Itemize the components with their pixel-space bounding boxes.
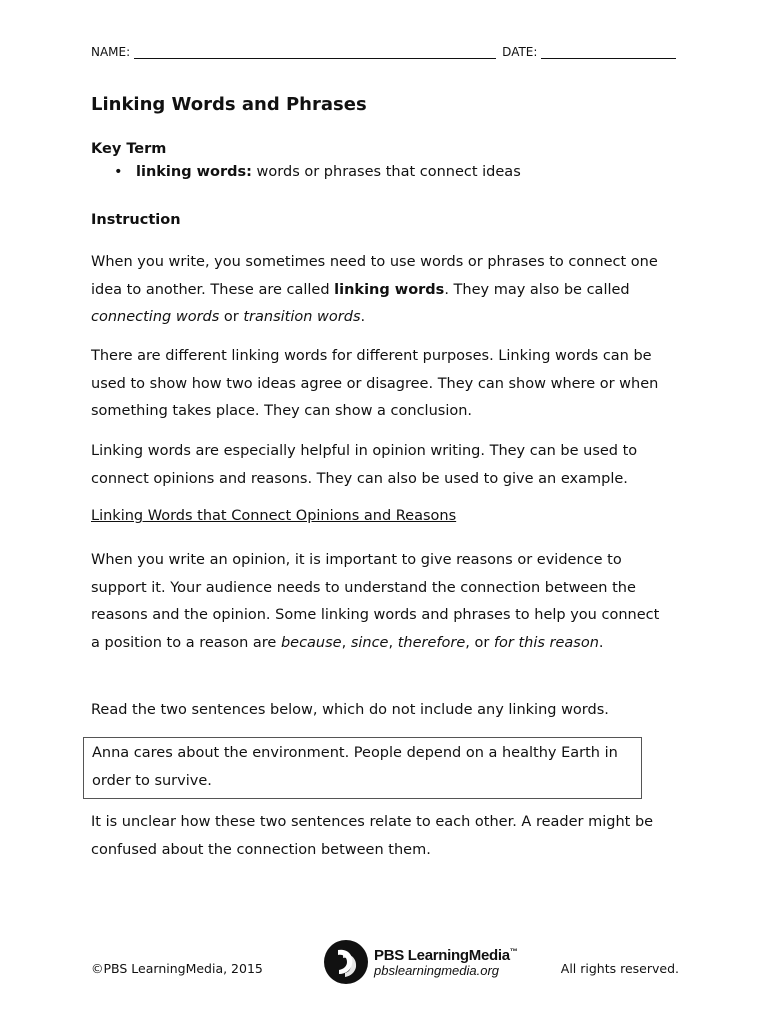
italic-term: because (280, 634, 342, 651)
text-run: When you write, you sometimes need to use words or phrases to connect one idea to another. These are called (91, 254, 658, 298)
pbs-head-icon (324, 940, 368, 984)
instruction-heading: Instruction (91, 212, 181, 228)
subsection-paragraph-3 (91, 809, 661, 864)
paragraph-text: There are different linking words for different purposes. Linking words can be used to show how two ideas agree or disagree. They can show where or when something takes place. They can show a conclusion. (91, 348, 659, 419)
text-run: , (341, 634, 351, 651)
date-blank (541, 46, 676, 59)
instruction-paragraph-2 (91, 343, 661, 426)
name-blank (134, 46, 496, 59)
instruction-paragraph-3 (91, 438, 661, 493)
footer-copyright: ©PBS LearningMedia, 2015 (91, 961, 263, 976)
key-term-item (114, 164, 521, 180)
bullet-icon: • (114, 164, 123, 180)
subsection-heading: Linking Words that Connect Opinions and Reasons (91, 508, 457, 524)
name-date-line (91, 41, 681, 59)
name-label: NAME: (91, 45, 131, 59)
logo-url: pbslearningmedia.org (374, 962, 500, 978)
logo-text (374, 947, 517, 978)
page-title: Linking Words and Phrases (91, 94, 367, 115)
text-run: or (219, 309, 244, 325)
key-term-heading: Key Term (91, 141, 167, 157)
pbs-learningmedia-logo (324, 940, 517, 984)
italic-term: connecting words (91, 309, 220, 325)
footer-rights: All rights reserved. (560, 961, 679, 976)
trademark: ™ (509, 946, 518, 956)
example-sentences-box: Anna cares about the environment. People depend on a healthy Earth in order to survive. (83, 737, 642, 799)
date-label: DATE: (502, 45, 538, 59)
text-run: , or (465, 634, 494, 651)
text-run: . They may also be called (444, 281, 630, 298)
text-run: When you write an opinion, it is important to give reasons or evidence to support it. Your audience needs to understand the connection between the reasons and the opinion. Some linking words and phrases to help you connect a position to a reason are (91, 552, 660, 651)
text-run: , (388, 634, 398, 651)
text-run: . (598, 634, 604, 651)
logo-brand: PBS LearningMedia (374, 946, 510, 964)
text-run: . (360, 309, 366, 325)
emphasis-term: linking words (334, 281, 445, 298)
subsection-paragraph-1 (91, 547, 661, 657)
subsection-paragraph-2 (91, 697, 661, 725)
italic-term: for this reason (493, 634, 599, 651)
italic-term: since (350, 634, 389, 651)
instruction-paragraph-1 (91, 249, 661, 332)
italic-term: therefore (397, 634, 466, 651)
paragraph-text: Read the two sentences below, which do not include any linking words. (91, 702, 609, 718)
key-term: linking words: (136, 164, 252, 180)
key-term-definition: words or phrases that connect ideas (251, 164, 521, 180)
paragraph-text: It is unclear how these two sentences relate to each other. A reader might be confused about the connection between them. (91, 814, 654, 858)
italic-term: transition words (243, 309, 361, 325)
paragraph-text: Linking words are especially helpful in opinion writing. They can be used to connect opinions and reasons. They can also be used to give an example. (91, 443, 638, 487)
